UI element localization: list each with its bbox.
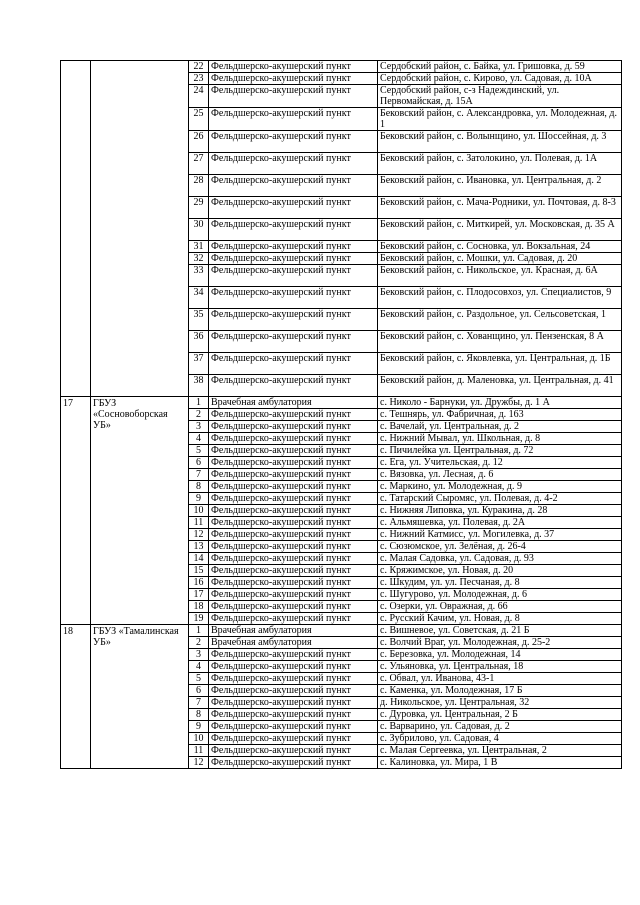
facility-type: Врачебная амбулатория: [209, 397, 378, 409]
facility-type: Фельдшерско-акушерский пункт: [209, 565, 378, 577]
facility-type: Фельдшерско-акушерский пункт: [209, 61, 378, 73]
facility-type: Фельдшерско-акушерский пункт: [209, 613, 378, 625]
facility-address: Бековский район, с. Мошки, ул. Садовая, д. 20: [378, 253, 622, 265]
org-number: 18: [61, 625, 91, 769]
facility-type: Фельдшерско-акушерский пункт: [209, 85, 378, 108]
facility-address: с. Ульяновка, ул. Центральная, 18: [378, 661, 622, 673]
table-row: [61, 61, 622, 73]
row-number: 24: [189, 85, 209, 108]
facility-address: с. Вишневое, ул. Советская, д. 21 Б: [378, 625, 622, 637]
facility-address: Бековский район, с. Волынщино, ул. Шоссейная, д. 3: [378, 131, 622, 153]
facility-type: Фельдшерско-акушерский пункт: [209, 517, 378, 529]
facility-address: с. Малая Садовка, ул. Садовая, д. 93: [378, 553, 622, 565]
facility-address: с. Пичилейка ул. Центральная, д. 72: [378, 445, 622, 457]
facility-type: Фельдшерско-акушерский пункт: [209, 661, 378, 673]
row-number: 2: [189, 409, 209, 421]
facility-address: с. Шугурово, ул. Молодежная, д. 6: [378, 589, 622, 601]
row-number: 34: [189, 287, 209, 309]
row-number: 37: [189, 353, 209, 375]
facility-type: Фельдшерско-акушерский пункт: [209, 529, 378, 541]
facility-address: Бековский район, с. Мача-Родники, ул. Почтовая, д. 8-3: [378, 197, 622, 219]
facility-type: Врачебная амбулатория: [209, 637, 378, 649]
facility-type: Фельдшерско-акушерский пункт: [209, 673, 378, 685]
org-number: [61, 61, 91, 397]
row-number: 3: [189, 421, 209, 433]
facility-type: Фельдшерско-акушерский пункт: [209, 73, 378, 85]
facility-address: Сердобский район, с. Байка, ул. Гришовка, д. 59: [378, 61, 622, 73]
facility-address: с. Николо - Барнуки, ул. Дружбы, д. 1 А: [378, 397, 622, 409]
org-number: 17: [61, 397, 91, 625]
row-number: 27: [189, 153, 209, 175]
facility-address: Бековский район, с. Александровка, ул. Молодежная, д. 1: [378, 108, 622, 131]
row-number: 8: [189, 709, 209, 721]
facility-address: с. Вязовка, ул. Лесная, д. 6: [378, 469, 622, 481]
facility-type: Фельдшерско-акушерский пункт: [209, 745, 378, 757]
facility-address: с. Нижний Катмисс, ул. Могилевка, д. 37: [378, 529, 622, 541]
facility-address: с. Варварино, ул. Садовая, д. 2: [378, 721, 622, 733]
facility-type: Фельдшерско-акушерский пункт: [209, 421, 378, 433]
facility-type: Фельдшерско-акушерский пункт: [209, 685, 378, 697]
row-number: 4: [189, 433, 209, 445]
facility-type: Фельдшерско-акушерский пункт: [209, 197, 378, 219]
row-number: 6: [189, 457, 209, 469]
facility-type: Фельдшерско-акушерский пункт: [209, 153, 378, 175]
row-number: 10: [189, 733, 209, 745]
table-row: [61, 625, 622, 637]
row-number: 25: [189, 108, 209, 131]
facility-address: с. Кряжимское, ул. Новая, д. 20: [378, 565, 622, 577]
row-number: 19: [189, 613, 209, 625]
row-number: 13: [189, 541, 209, 553]
row-number: 8: [189, 481, 209, 493]
facility-address: Сердобский район, с. Кирово, ул. Садовая, д. 10А: [378, 73, 622, 85]
facility-address: с. Волчий Враг, ул. Молодежная, д. 25-2: [378, 637, 622, 649]
row-number: 1: [189, 625, 209, 637]
row-number: 16: [189, 577, 209, 589]
facility-type: Фельдшерско-акушерский пункт: [209, 331, 378, 353]
row-number: 9: [189, 721, 209, 733]
row-number: 26: [189, 131, 209, 153]
facility-type: Фельдшерско-акушерский пункт: [209, 733, 378, 745]
facility-type: Фельдшерско-акушерский пункт: [209, 481, 378, 493]
row-number: 9: [189, 493, 209, 505]
row-number: 28: [189, 175, 209, 197]
facility-address: с. Русский Качим, ул. Новая, д. 8: [378, 613, 622, 625]
row-number: 30: [189, 219, 209, 241]
facility-type: Фельдшерско-акушерский пункт: [209, 493, 378, 505]
facility-address: Бековский район, с. Яковлевка, ул. Центральная, д. 1Б: [378, 353, 622, 375]
row-number: 3: [189, 649, 209, 661]
row-number: 33: [189, 265, 209, 287]
facility-address: Бековский район, с. Никольское, ул. Красная, д. 6А: [378, 265, 622, 287]
facility-address: с. Альмяшевка, ул. Полевая, д. 2А: [378, 517, 622, 529]
row-number: 32: [189, 253, 209, 265]
facility-address: с. Каменка, ул. Молодежная, 17 Б: [378, 685, 622, 697]
row-number: 2: [189, 637, 209, 649]
row-number: 10: [189, 505, 209, 517]
facility-address: с. Ега, ул. Учительская, д. 12: [378, 457, 622, 469]
row-number: 22: [189, 61, 209, 73]
row-number: 11: [189, 517, 209, 529]
facility-address: с. Сюзюмское, ул. Зелёная, д. 26-4: [378, 541, 622, 553]
facility-address: д. Никольское, ул. Центральная, 32: [378, 697, 622, 709]
facility-type: Фельдшерско-акушерский пункт: [209, 469, 378, 481]
facility-type: Фельдшерско-акушерский пункт: [209, 309, 378, 331]
facility-address: с. Калиновка, ул. Мира, 1 В: [378, 757, 622, 769]
facilities-table: [60, 60, 622, 769]
facility-type: Фельдшерско-акушерский пункт: [209, 553, 378, 565]
row-number: 36: [189, 331, 209, 353]
facility-address: Бековский район, с. Миткирей, ул. Московская, д. 35 А: [378, 219, 622, 241]
facility-type: Фельдшерско-акушерский пункт: [209, 353, 378, 375]
facility-type: Фельдшерско-акушерский пункт: [209, 265, 378, 287]
facility-address: с. Нижний Мывал, ул. Школьная, д. 8: [378, 433, 622, 445]
row-number: 23: [189, 73, 209, 85]
org-name: [91, 61, 189, 397]
facility-address: с. Березовка, ул. Молодежная, 14: [378, 649, 622, 661]
facility-type: Фельдшерско-акушерский пункт: [209, 287, 378, 309]
facility-address: с. Вачелай, ул. Центральная, д. 2: [378, 421, 622, 433]
row-number: 4: [189, 661, 209, 673]
facility-address: с. Малая Сергеевка, ул. Центральная, 2: [378, 745, 622, 757]
row-number: 35: [189, 309, 209, 331]
facilities-table-body: [61, 61, 622, 769]
facility-type: Фельдшерско-акушерский пункт: [209, 445, 378, 457]
facility-address: Бековский район, с. Раздольное, ул. Сельсоветская, 1: [378, 309, 622, 331]
document-page: [60, 60, 622, 769]
row-number: 17: [189, 589, 209, 601]
row-number: 12: [189, 757, 209, 769]
facility-type: Фельдшерско-акушерский пункт: [209, 577, 378, 589]
facility-type: Фельдшерско-акушерский пункт: [209, 175, 378, 197]
facility-address: с. Обвал, ул. Иванова, 43-1: [378, 673, 622, 685]
facility-type: Фельдшерско-акушерский пункт: [209, 697, 378, 709]
facility-address: Бековский район, с. Ивановка, ул. Центральная, д. 2: [378, 175, 622, 197]
row-number: 38: [189, 375, 209, 397]
row-number: 1: [189, 397, 209, 409]
facility-address: с. Шкудим, ул. ул. Песчаная, д. 8: [378, 577, 622, 589]
row-number: 7: [189, 469, 209, 481]
facility-address: Сердобский район, с-з Надеждинский, ул. Первомайская, д. 15А: [378, 85, 622, 108]
row-number: 14: [189, 553, 209, 565]
facility-address: с. Татарский Сыромяс, ул. Полевая, д. 4-2: [378, 493, 622, 505]
facility-address: с. Озерки, ул. Овражная, д. 66: [378, 601, 622, 613]
row-number: 5: [189, 445, 209, 457]
org-name: ГБУЗ «Сосновоборская УБ»: [91, 397, 189, 625]
facility-type: Фельдшерско-акушерский пункт: [209, 433, 378, 445]
facility-address: Бековский район, с. Хованщино, ул. Пензенская, 8 А: [378, 331, 622, 353]
facility-type: Фельдшерско-акушерский пункт: [209, 649, 378, 661]
row-number: 15: [189, 565, 209, 577]
facility-type: Фельдшерско-акушерский пункт: [209, 757, 378, 769]
row-number: 18: [189, 601, 209, 613]
facility-type: Фельдшерско-акушерский пункт: [209, 219, 378, 241]
facility-type: Фельдшерско-акушерский пункт: [209, 131, 378, 153]
facility-type: Фельдшерско-акушерский пункт: [209, 505, 378, 517]
facility-type: Врачебная амбулатория: [209, 625, 378, 637]
facility-type: Фельдшерско-акушерский пункт: [209, 721, 378, 733]
facility-type: Фельдшерско-акушерский пункт: [209, 108, 378, 131]
facility-address: Бековский район, с. Затолокино, ул. Полевая, д. 1А: [378, 153, 622, 175]
facility-type: Фельдшерско-акушерский пункт: [209, 253, 378, 265]
facility-type: Фельдшерско-акушерский пункт: [209, 457, 378, 469]
row-number: 29: [189, 197, 209, 219]
row-number: 6: [189, 685, 209, 697]
facility-address: Бековский район, с. Плодосовхоз, ул. Специалистов, 9: [378, 287, 622, 309]
row-number: 5: [189, 673, 209, 685]
facility-type: Фельдшерско-акушерский пункт: [209, 541, 378, 553]
facility-type: Фельдшерско-акушерский пункт: [209, 241, 378, 253]
row-number: 31: [189, 241, 209, 253]
row-number: 12: [189, 529, 209, 541]
facility-type: Фельдшерско-акушерский пункт: [209, 375, 378, 397]
table-row: [61, 397, 622, 409]
facility-address: с. Зубрилово, ул. Садовая, 4: [378, 733, 622, 745]
org-name: ГБУЗ «Тамалинская УБ»: [91, 625, 189, 769]
facility-type: Фельдшерско-акушерский пункт: [209, 409, 378, 421]
facility-type: Фельдшерско-акушерский пункт: [209, 589, 378, 601]
facility-address: с. Дуровка, ул. Центральная, 2 Б: [378, 709, 622, 721]
row-number: 7: [189, 697, 209, 709]
facility-type: Фельдшерско-акушерский пункт: [209, 709, 378, 721]
facility-type: Фельдшерско-акушерский пункт: [209, 601, 378, 613]
row-number: 11: [189, 745, 209, 757]
facility-address: с. Маркино, ул. Молодежная, д. 9: [378, 481, 622, 493]
facility-address: Бековский район, с. Сосновка, ул. Вокзальная, 24: [378, 241, 622, 253]
facility-address: с. Тешнярь, ул. Фабричная, д. 163: [378, 409, 622, 421]
facility-address: Бековский район, д. Маленовка, ул. Центральная, д. 41: [378, 375, 622, 397]
facility-address: с. Нижняя Липовка, ул. Куракина, д. 28: [378, 505, 622, 517]
